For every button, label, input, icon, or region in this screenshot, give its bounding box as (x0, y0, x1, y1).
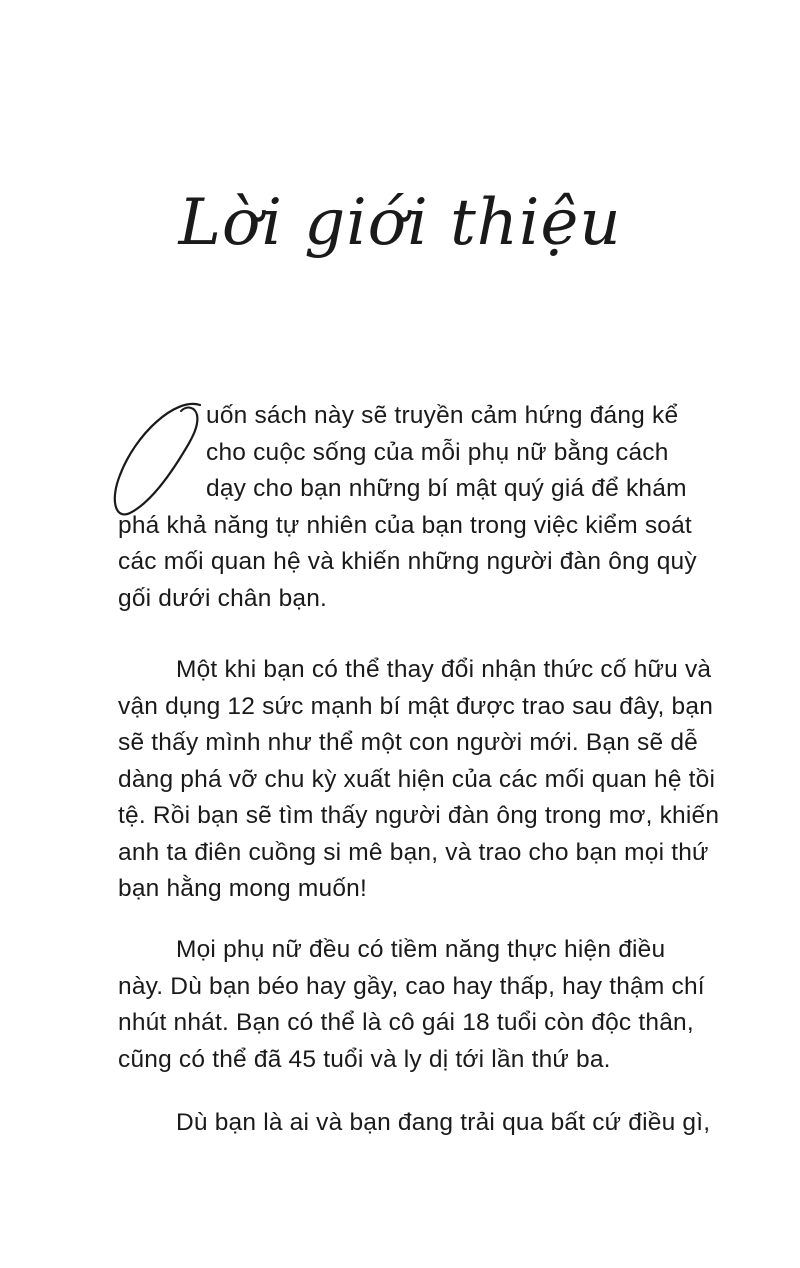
paragraph-1-line: uốn sách này sẽ truyền cảm hứng đáng kể (206, 402, 679, 429)
paragraph-3-line: nhút nhát. Bạn có thể là cô gái 18 tuổi còn độc thân, (118, 1009, 694, 1036)
paragraph-4-line: Dù bạn là ai và bạn đang trải qua bất cứ điều gì, (176, 1109, 711, 1136)
paragraph-2 (118, 652, 720, 908)
paragraph-3-line: cũng có thể đã 45 tuổi và ly dị tới lần thứ ba. (118, 1045, 611, 1073)
paragraph-2-line: bạn hằng mong muốn! (118, 875, 367, 902)
paragraph-2-line: anh ta điên cuồng si mê bạn, và trao cho bạn mọi thứ (118, 838, 709, 866)
paragraph-4 (118, 1105, 711, 1142)
paragraph-2-line: Một khi bạn có thể thay đổi nhận thức cố hữu và (176, 656, 712, 683)
paragraph-1 (118, 398, 698, 617)
chapter-title: Lời giới thiệu (178, 186, 622, 260)
paragraph-2-line: tệ. Rồi bạn sẽ tìm thấy người đàn ông trong mơ, khiến (118, 802, 720, 829)
paragraph-1-line: phá khả năng tự nhiên của bạn trong việc kiểm soát (118, 511, 692, 539)
paragraph-2-line: sẽ thấy mình như thể một con người mới. Bạn sẽ dễ (118, 729, 698, 756)
paragraph-3-line: này. Dù bạn béo hay gầy, cao hay thấp, hay thậm chí (118, 972, 705, 1000)
paragraph-2-line: dàng phá vỡ chu kỳ xuất hiện của các mối quan hệ tồi (118, 765, 716, 793)
paragraph-1-line: cho cuộc sống của mỗi phụ nữ bằng cách (206, 438, 669, 466)
paragraph-3 (118, 932, 705, 1078)
paragraph-3-line: Mọi phụ nữ đều có tiềm năng thực hiện điều (176, 936, 666, 963)
paragraph-2-line: vận dụng 12 sức mạnh bí mật được trao sau đây, bạn (118, 692, 714, 720)
paragraph-1-line: các mối quan hệ và khiến những người đàn ông quỳ (118, 548, 697, 575)
paragraph-1-line: dạy cho bạn những bí mật quý giá để khám (206, 475, 687, 502)
paragraph-1-line: gối dưới chân bạn. (118, 584, 328, 612)
